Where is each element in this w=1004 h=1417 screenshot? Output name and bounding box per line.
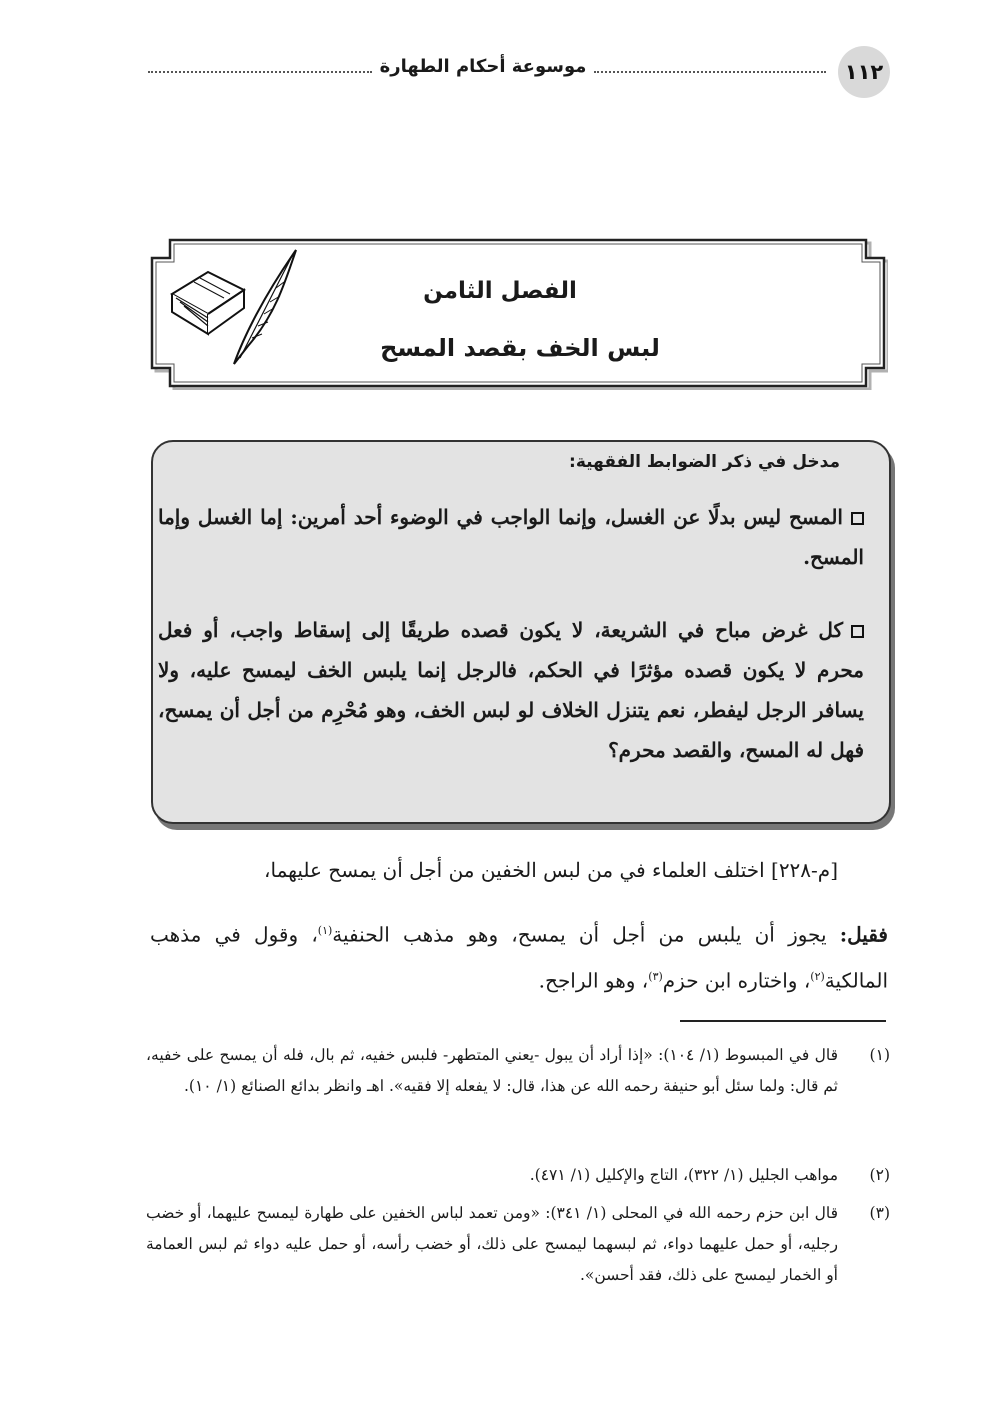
- footnote-separator: [680, 1020, 886, 1022]
- footnote-number: (١): [869, 1046, 890, 1064]
- header-dotted-line-right: [594, 71, 826, 73]
- intro-item: [158, 610, 864, 770]
- chapter-title: الفصل الثامن: [423, 278, 577, 304]
- footnote-ref[interactable]: (١): [317, 924, 333, 937]
- intro-item: [158, 497, 864, 577]
- intro-heading: مدخل في ذكر الضوابط الفقهية:: [569, 452, 840, 472]
- intro-item-text: المسح ليس بدلًا عن الغسل، وإنما الواجب في الوضوء أحد أمرين: إما الغسل وإما المسح.: [158, 505, 864, 569]
- footnote-text: مواهب الجليل (١/ ٣٢٢)، التاج والإكليل (١/ ٤٧١).: [529, 1166, 838, 1184]
- footnote: [146, 1198, 890, 1291]
- book-title: موسوعة أحكام الطهارة: [379, 56, 587, 77]
- footnote-ref[interactable]: (٢): [810, 969, 825, 983]
- checkbox-icon: [851, 512, 864, 525]
- opinion-text: ، واختاره ابن حزم: [662, 968, 811, 993]
- opinion-text: ، وقول في مذهب المالكية: [150, 922, 888, 993]
- opinion-text: يجوز أن يلبس من أجل أن يمسح، وهو مذهب الحنفية: [332, 922, 827, 947]
- opinion-lead: فقيل:: [839, 922, 888, 947]
- footnote: [146, 1160, 890, 1191]
- footnote-number: (٣): [869, 1204, 890, 1222]
- intro-item-text: كل غرض مباح في الشريعة، لا يكون قصده طريقًا إلى إسقاط واجب، أو فعل محرم لا يكون قصده مؤثرًا في الحكم، فالرجل إنما يلبس الخف ليمسح عليه، ولا يسافر الرجل ليفطر، نعم يتنزل الخلاف لو لبس الخف، وهو مُحْرِم من أجل أن يمسح، فهل له المسح، والقصد محرم؟: [158, 618, 864, 762]
- footnote: [146, 1040, 890, 1102]
- footnote-text: قال في المبسوط (١/ ١٠٤): «إذا أراد أن يبول -يعني المتطهر- فلبس خفيه، ثم بال، فله أن يمسح على خفيه، ثم قال: ولما سئل أبو حنيفة رحمه الله عن هذا، قال: لا يفعله إلا فقيه». اهـ وانظر بدائع الصنائع (١/ ١٠).: [146, 1046, 838, 1095]
- first-opinion: [150, 910, 888, 1001]
- page-number: ١١٢: [838, 46, 890, 98]
- footnote-text: قال ابن حزم رحمه الله في المحلى (١/ ٣٤١): «ومن تعمد لباس الخفين على طهارة ليمسح عليهما، أو خضب رجليه، أو حمل عليهما دواء، ثم لبسهما ليمسح على ذلك، أو خضب رأسه، أو حمل عليه دواء ثم لبس العمامة أو الخمار ليمسح على ذلك، فقد أحسن».: [146, 1204, 838, 1284]
- opinion-text: ، وهو الراجح.: [538, 968, 649, 993]
- header-dotted-line-left: [148, 71, 372, 73]
- chapter-subtitle: لبس الخف بقصد المسح: [380, 334, 660, 362]
- footnote-ref[interactable]: (٣): [648, 969, 663, 983]
- book-and-quill-icon: [164, 246, 304, 370]
- checkbox-icon: [851, 625, 864, 638]
- footnote-number: (٢): [869, 1166, 890, 1184]
- issue-statement: [م-٢٢٨] اختلف العلماء في من لبس الخفين من أجل أن يمسح عليهما،: [264, 858, 838, 882]
